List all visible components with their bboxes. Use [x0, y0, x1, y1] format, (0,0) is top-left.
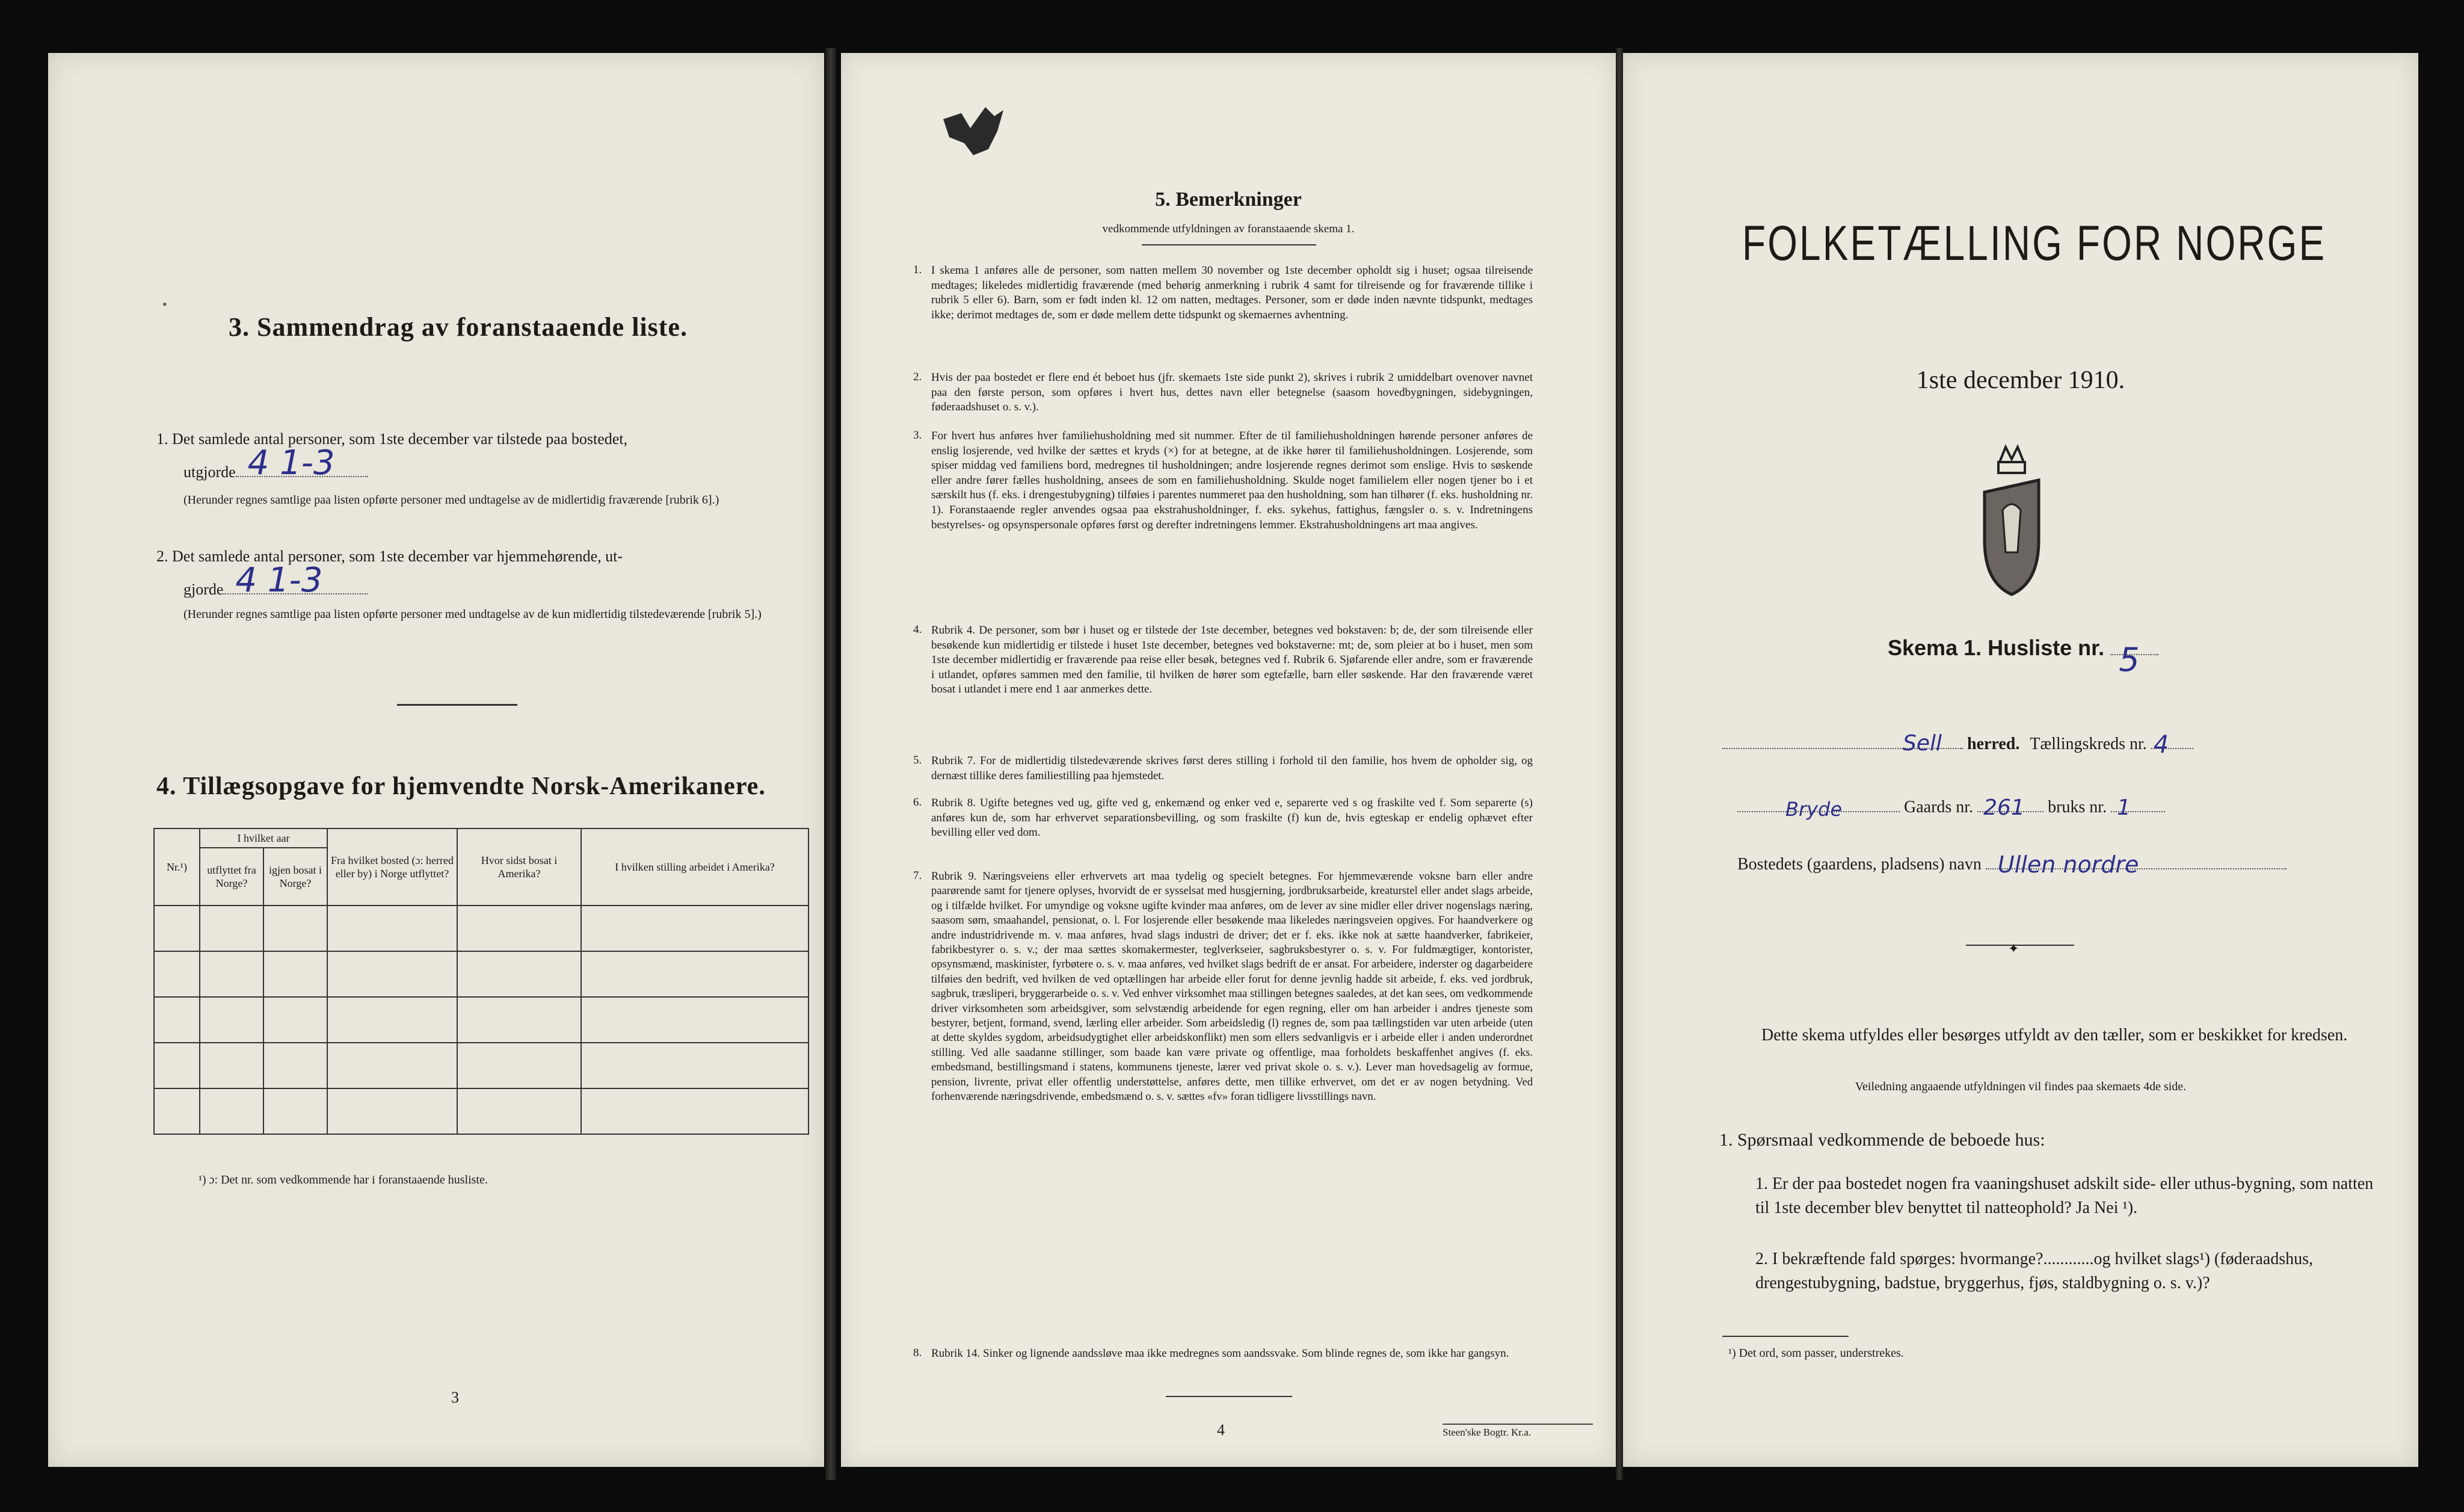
gaard-label: Gaards nr. — [1904, 798, 1974, 816]
item1-note: (Herunder regnes samtlige paa listen opførte personer med undtagelse av de midlertidig fraværende [rubrik 6].) — [183, 493, 719, 507]
norsk-amerikanere-table — [153, 828, 809, 1135]
remark-text: Rubrik 4. De personer, som bør i huset og er tilstede der 1ste december, betegnes ved bokstaven: b; de, der som tilreisende eller besøkende kun midlertidig er tilstede i huset 1ste december, betegnes ved bokstaverne: mt; de, som pleier at bo i huset, men som 1ste december midlertidig er fraværende paa reise eller besøk, betegnes ved f. Rubrik 6. Sjøfarende eller andre, som er fraværende i utlandet, opføres sammen med den familie, til hvilken de hører som egtefælle, barn eller søskende. Har den fraværende været bosat i utlandet i mere end 1 aar anmerkes dette. — [931, 624, 1533, 696]
page-fold — [825, 48, 836, 1480]
item2-note: (Herunder regnes samtlige paa listen opførte personer med undtagelse av de kun midlertidig tilstedeværende [rubrik 5].) — [183, 608, 762, 621]
item1-text: 1. Det samlede antal personer, som 1ste december var tilstede paa bostedet, — [156, 430, 628, 448]
col-igjen: igjen bosat i Norge? — [263, 848, 327, 906]
remarks-subtitle: vedkommende utfyldningen av foranstaaende skema 1. — [1102, 223, 1355, 235]
col-hvor: Hvor sidst bosat i Amerika? — [457, 829, 581, 906]
table-row — [154, 951, 808, 997]
item1-answer — [183, 443, 544, 483]
kreds-label: Tællingskreds nr. — [2030, 735, 2147, 753]
gaard-prefix: Bryde — [1785, 798, 1843, 821]
divider — [397, 704, 517, 706]
table-footnote: ¹) ɔ: Det nr. som vedkommende har i foranstaaende husliste. — [199, 1173, 488, 1186]
page-number: 3 — [451, 1389, 459, 1406]
ink-blot — [937, 95, 1015, 161]
remark-number: 5. — [913, 754, 922, 767]
kreds-value: 4 — [2153, 731, 2169, 759]
table-row — [154, 906, 808, 951]
herred-line — [1722, 731, 2384, 759]
item2-answer — [183, 561, 544, 600]
right-page — [1623, 53, 2418, 1467]
col-group: I hvilket aar — [200, 829, 327, 848]
bruk-label: bruks nr. — [2048, 798, 2107, 816]
item1-value: 4 1-3 — [247, 443, 335, 483]
page-mark: • — [162, 297, 167, 312]
remark-text: Rubrik 9. Næringsveiens eller erhvervets art maa tydelig og specielt betegnes. For hjemmeværende voksne barn eller andre paarørende samt for tjenere oplyses, hvorvidt de er sysselsat med husgjerning, jordbruksarbeide, kreaturstel eller andet slags arbeide, og i tilfælde hvilket. For umyndige og voksne ugifte kvinder maa anføres, om de lever av sine midler eller driver nogenslags næring, saasom søm, smaahandel, pensionat, o. l. For losjerende eller besøkende maa likeledes næringsveien opgives. For haandverkere og andre industridrivende m. v. maa anføres, hvad slags industri de driver; det er f. eks. ikke nok at sætte haandverker, fabrikeier, fabrikbestyrer o. s. v.; der maa sættes skomakermester, teglverkseier, sagbruksbestyrer o. s. v. For fuldmægtiger, kontorister, opsynsmænd, maskinister, fyrbøtere o. s. v. maa anføres, ved hvilket slags bedrift de er ansat. For arbeidere, inderster og dagarbeidere tilføies den bedrift, ved hvilken de ved optællingen har arbeide eller forut for denne jevnlig hadde sit arbeide, f. eks. ved jordbruk, sagbruk, træsliperi, bryggerarbeide o. s. v. Ved enhver virksomhet maa stillingen betegnes saaledes, at det kan sees, om vedkommende driver virksomheten som arbeidsgiver, som selvstændig arbeidende for egen regning, eller om han arbeider i andres tjeneste som bestyrer, betjent, formand, svend, lærling eller arbeider. Som arbeidsledig (l) regnes de, som paa tællingstiden var uten arbeide (uten at dette skyldes sygdom, arbeidsudygtighet eller arbeidskonflikt) men som ellers sedvanligvis er i arbeide eller i anden underordnet stilling. Ved alle saadanne stillinger, som baade kan være private og offentlige, maa forholdets beskaffenhet angives (f. eks. embedsmand, bestillingsmand i statens, kommunens tjeneste, lærer ved privat skole o. s. v.). Lever man hovedsagelig av formue, pension, livrente, privat eller offentlig understøttelse, anføres dette, men tillike erhvervet, om det er av nogen betydning. Ved forhenværende næringsdrivende, embedsmænd o. s. v. sættes «fv» foran tidligere livsstillings navn. — [931, 870, 1533, 1103]
herred-label: herred. — [1967, 735, 2020, 753]
census-date: 1ste december 1910. — [1916, 366, 2125, 394]
footnote: ¹) Det ord, som passer, understrekes. — [1728, 1347, 1904, 1360]
page-fold — [1616, 48, 1623, 1480]
instructions-note: Veiledning angaaende utfyldningen vil findes paa skemaets 4de side. — [1855, 1080, 2187, 1093]
remark-number: 2. — [913, 371, 922, 383]
col-fra: Fra hvilket bosted (ɔ: herred eller by) i Norge utflyttet? — [327, 829, 457, 906]
gaard-value: 261 — [1983, 795, 2025, 820]
remark-number: 1. — [913, 264, 922, 276]
remark-number: 8. — [913, 1347, 922, 1359]
section3-title: 3. Sammendrag av foranstaaende liste. — [229, 312, 688, 342]
instructions: Dette skema utfyldes eller besørges utfyldt av den tæller, som er beskikket for kredsen. — [1761, 1026, 2348, 1045]
col-stilling: I hvilken stilling arbeidet i Amerika? — [581, 829, 808, 906]
divider — [1966, 945, 2074, 946]
divider — [1722, 1336, 1849, 1337]
census-title: FOLKETÆLLING FOR NORGE — [1742, 216, 2327, 271]
coat-of-arms-icon — [1976, 438, 2048, 600]
husliste-nr: 5 — [2119, 641, 2140, 679]
page-number: 4 — [1217, 1421, 1225, 1439]
divider — [1142, 244, 1316, 245]
question-1: 1. Er der paa bostedet nogen fra vaaningshuset adskilt side- eller uthus-bygning, som natten til 1ste december blev benyttet til natteophold? Ja Nei ¹). — [1755, 1174, 2374, 1217]
remark-text: For hvert hus anføres hver familiehusholdning med sit nummer. Efter de til familiehusholdningen hørende personer anføres de enslig losjerende, ved hvilke der sættes et kryds (×) for at betegne, at de ikke hører til familiehusholdningen. Losjerende, som spiser middag ved familiens bord, medregnes til husholdningen; andre losjerende regnes derimot som enslige. Hvis to søskende eller andre fører fælles husholdning, ansees de som en familiehusholdning. Skulde noget familielem eller nogen tjener bo i et særskilt hus (f. eks. i drengestubygning) tilføies i parentes nummeret paa den husholdning, som han tilhører (f. eks. husholdning nr. 1). Foranstaaende regler anvendes ogsaa paa ekstrahusholdninger, f. eks. sykehus, fattighus, fængsler o. s. v. Indretningens bestyrelses- og opsynspersonale opføres først og derefter indretningens lemmer. Ekstrahusholdningens art maa angives. — [931, 430, 1533, 531]
herred-value: Sell — [1903, 731, 1942, 756]
bruk-value: 1 — [2117, 795, 2131, 820]
remarks-title: 5. Bemerkninger — [1155, 188, 1302, 211]
col-nr: Nr.¹) — [154, 829, 200, 906]
remark-number: 4. — [913, 623, 922, 636]
skema-line — [1888, 635, 2158, 679]
remark-text: Rubrik 14. Sinker og lignende aandssløve maa ikke medregnes som aandssvake. Som blinde regnes de, som ikke har gangsyn. — [931, 1347, 1509, 1360]
divider — [1166, 1396, 1292, 1397]
remark-number: 7. — [913, 869, 922, 882]
remark-number: 3. — [913, 429, 922, 442]
table-row — [154, 997, 808, 1043]
printer-mark: Steen'ske Bogtr. Kr.a. — [1443, 1424, 1593, 1439]
question-2: 2. I bekræftende fald spørges: hvormange?............og hvilket slags¹) (føderaadshus, drengestubygning, badstue, bryggerhus, fjøs, staldbygning o. s. v.)? — [1755, 1250, 2313, 1292]
remark-text: I skema 1 anføres alle de personer, som natten mellem 30 november og 1ste december opholdt sig i huset; ogsaa tilreisende medtages; likeledes midlertidig fraværende (med behørig anmerkning i rubrik 4 samt for tilreisende og for fraværende tillike i rubrik 5 eller 6). Barn, som er født inden kl. 12 om natten, medtages. Personer, som er døde inden nævnte tidspunkt, medtages ikke; derimot medtages de, som er døde mellem dette tidspunkt og skemaernes avhentning. — [931, 264, 1533, 321]
middle-page — [841, 53, 1616, 1467]
question-heading: 1. Spørsmaal vedkommende de beboede hus: — [1719, 1130, 2045, 1150]
item2-text: 2. Det samlede antal personer, som 1ste december var hjemmehørende, ut- — [156, 548, 623, 565]
bosted-value: Ullen nordre — [1997, 851, 2139, 878]
skema-label: Skema 1. Husliste nr. — [1888, 635, 2105, 660]
remark-text: Rubrik 8. Ugifte betegnes ved ug, gifte ved g, enkemænd og enker ved e, separerte ved s og fraskilte ved f. Som separerte (s) anføres kun de, som har erhvervet separationsbevilling, og som fraskilte (f) kun de, hvis egteskap er endelig ophævet efter bevilling eller ved dom. — [931, 797, 1533, 839]
item1-lead: utgjorde — [183, 463, 236, 481]
table-row — [154, 1088, 808, 1134]
remark-text: Hvis der paa bostedet er flere end ét beboet hus (jfr. skemaets 1ste side punkt 2), skrives i rubrik 2 umiddelbart ovenover navnet paa den første person, som opføres i hvert hus, dettes navn eller betegnelse (saasom hovedbygningen, sidebygningen, føderaadshuset o. s. v.). — [931, 371, 1533, 414]
ornament-icon: ✦ — [2008, 941, 2019, 956]
remark-text: Rubrik 7. For de midlertidig tilstedeværende skrives først deres stilling i forhold til den familie, hos hvem de opholder sig, og dernæst tillike deres familiestilling paa hjemstedet. — [931, 754, 1533, 782]
left-page — [48, 53, 824, 1467]
bosted-label: Bostedets (gaardens, pladsens) navn — [1737, 855, 1982, 874]
bosted-line — [1737, 851, 2387, 878]
item2-lead: gjorde — [183, 581, 224, 598]
remark-number: 6. — [913, 796, 922, 809]
gaard-line — [1737, 795, 2369, 821]
section4-title: 4. Tillægsopgave for hjemvendte Norsk-Amerikanere. — [156, 773, 766, 800]
table-row — [154, 1043, 808, 1088]
col-utflyttet: utflyttet fra Norge? — [200, 848, 263, 906]
item2-value: 4 1-3 — [235, 561, 323, 600]
